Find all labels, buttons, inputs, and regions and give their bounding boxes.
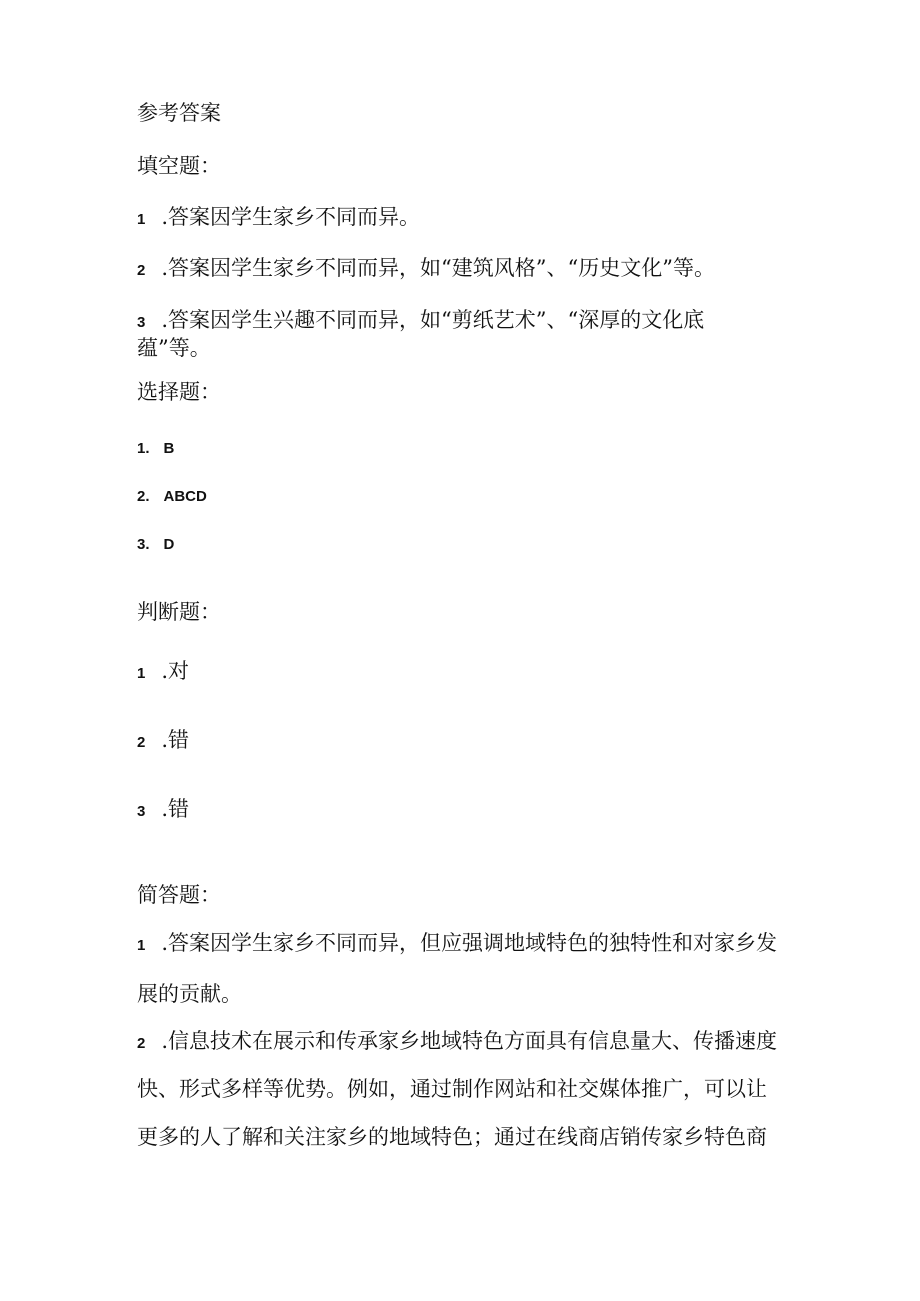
- item-text: .答案因学生兴趣不同而异，如“剪纸艺术”、“深厚的文化底: [161, 308, 705, 332]
- short-answer-item-2: [137, 1029, 777, 1056]
- item-number: 1: [137, 665, 146, 682]
- short-answer-item-1-continuation: 展的贡献。: [137, 982, 242, 1006]
- item-number: 3: [137, 803, 146, 820]
- choice-item-2: [137, 482, 207, 509]
- item-answer: .对: [161, 659, 190, 683]
- item-number: 3: [137, 314, 146, 331]
- item-text: .答案因学生家乡不同而异。: [161, 205, 421, 229]
- multiple-choice-heading: 选择题：: [137, 380, 221, 404]
- true-false-item-3: [137, 797, 189, 824]
- item-number: 1: [137, 211, 146, 228]
- fill-blank-item-1: [137, 205, 420, 232]
- item-number: 1: [137, 937, 146, 954]
- item-answer: ABCD: [163, 488, 207, 505]
- fill-blank-item-2: [137, 256, 715, 283]
- short-answer-heading: 简答题：: [137, 883, 221, 907]
- item-number: 2: [137, 734, 146, 751]
- item-number: 2.: [137, 488, 150, 505]
- fill-blank-item-3-continuation: 蕴”等。: [137, 336, 211, 360]
- item-number: 3.: [137, 536, 150, 553]
- fill-blank-item-3: [137, 308, 704, 335]
- item-number: 2: [137, 1035, 146, 1052]
- item-answer: .错: [161, 728, 190, 752]
- true-false-item-1: [137, 659, 189, 686]
- item-answer: .错: [161, 797, 190, 821]
- document-title: 参考答案: [137, 101, 221, 125]
- item-text: .信息技术在展示和传承家乡地域特色方面具有信息量大、传播速度: [161, 1029, 778, 1053]
- item-answer: B: [163, 440, 175, 457]
- true-false-item-2: [137, 728, 189, 755]
- item-text: .答案因学生家乡不同而异，但应强调地域特色的独特性和对家乡发: [161, 931, 778, 955]
- short-answer-item-2-line-2: 快、形式多样等优势。例如，通过制作网站和社交媒体推广，可以让: [137, 1077, 767, 1101]
- short-answer-item-2-line-3: 更多的人了解和关注家乡的地域特色；通过在线商店销传家乡特色商: [137, 1125, 767, 1149]
- item-number: 1.: [137, 440, 150, 457]
- short-answer-item-1: [137, 931, 777, 958]
- item-answer: D: [163, 536, 175, 553]
- item-text: .答案因学生家乡不同而异，如“建筑风格”、“历史文化”等。: [161, 256, 715, 280]
- choice-item-1: [137, 434, 174, 461]
- fill-blank-heading: 填空题：: [137, 154, 221, 178]
- item-number: 2: [137, 262, 146, 279]
- true-false-heading: 判断题：: [137, 600, 221, 624]
- choice-item-3: [137, 530, 174, 557]
